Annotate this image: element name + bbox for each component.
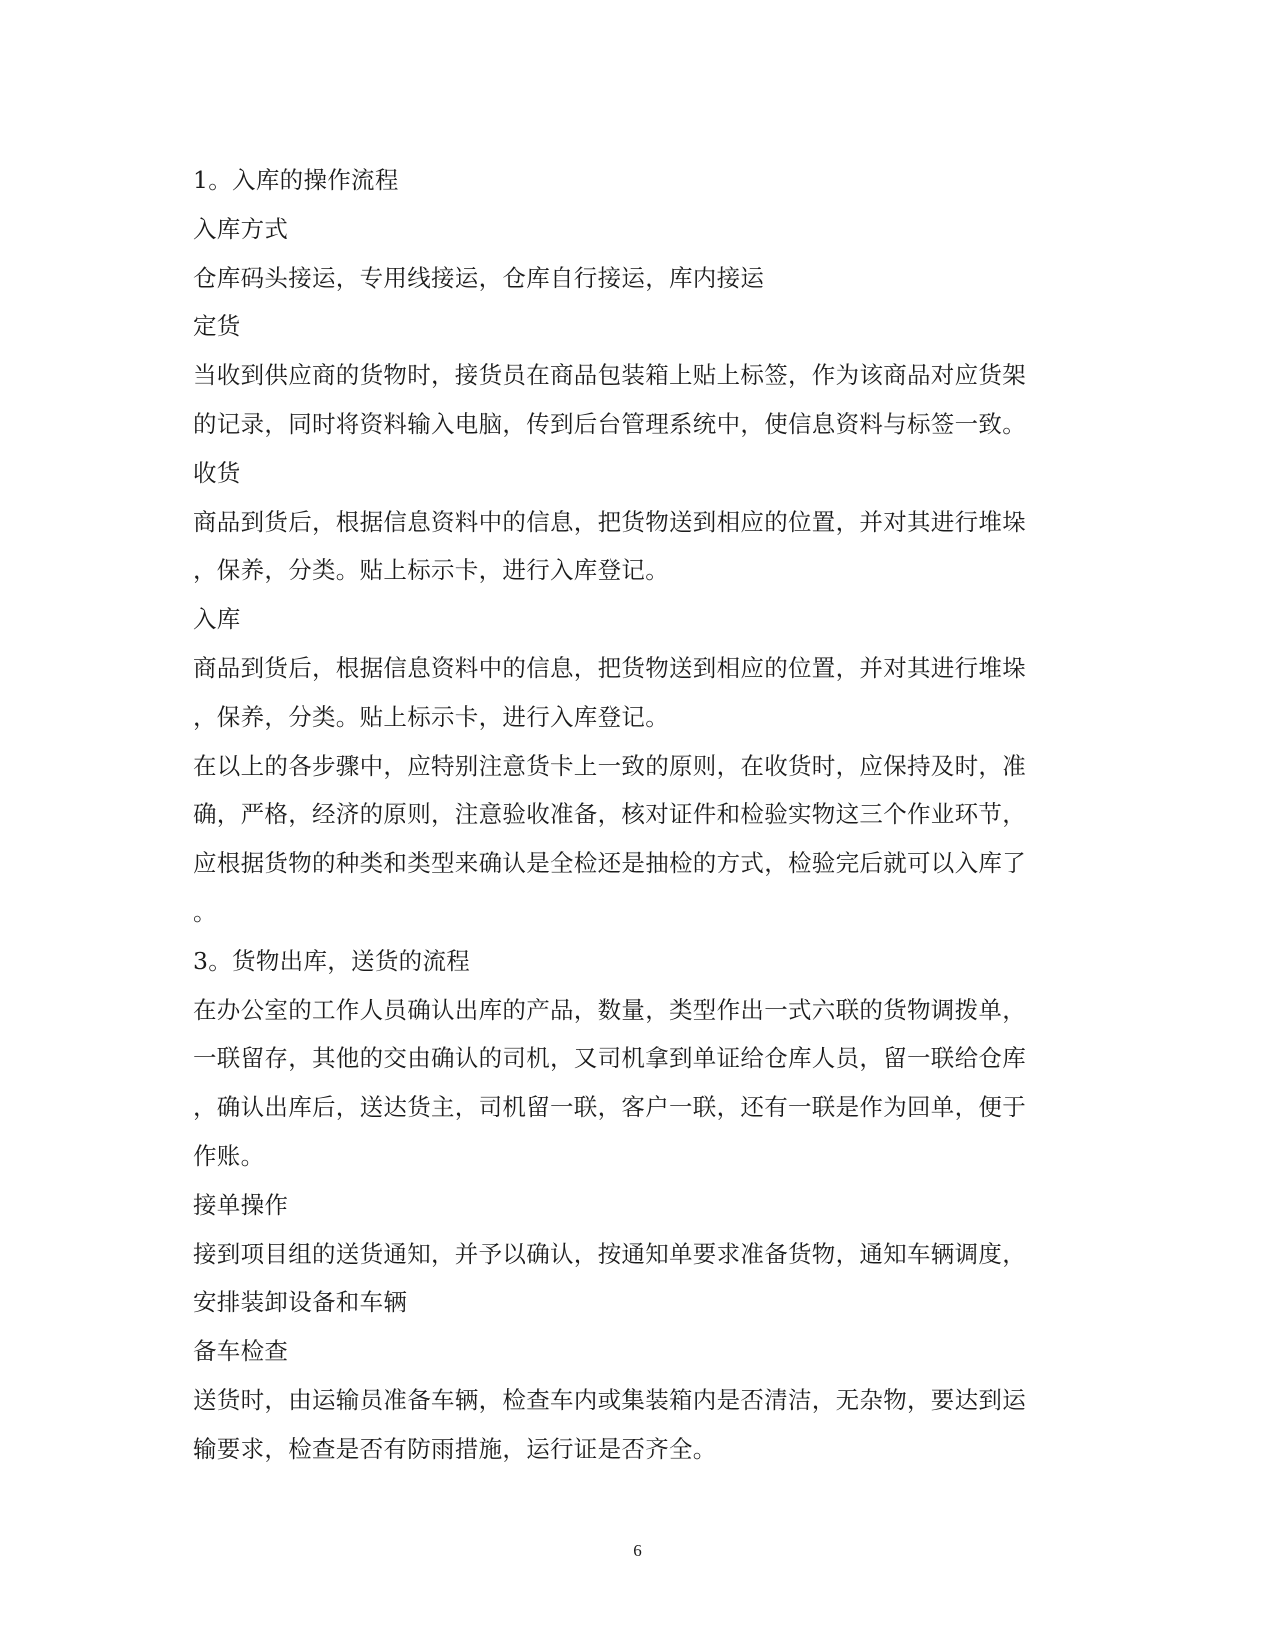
subheading-receiving: 收货	[193, 458, 241, 487]
text-line: 送货时，由运输员准备车辆，检查车内或集装箱内是否清洁，无杂物，要达到运	[193, 1385, 1026, 1414]
document-body	[193, 156, 1073, 1474]
subheading-order-handling: 接单操作	[193, 1190, 289, 1219]
text-line: 的记录，同时将资料输入电脑，传到后台管理系统中，使信息资料与标签一致。	[193, 409, 1026, 438]
text-line: 应根据货物的种类和类型来确认是全检还是抽检的方式，检验完后就可以入库了	[193, 849, 1026, 878]
subheading-warehousing: 入库	[193, 605, 241, 634]
text-line: 在办公室的工作人员确认出库的产品，数量，类型作出一式六联的货物调拨单，	[193, 995, 1026, 1024]
text-line: 作账。	[193, 1141, 265, 1170]
text-line: 输要求，检查是否有防雨措施，运行证是否齐全。	[193, 1434, 717, 1463]
heading-outbound-process: 3。货物出库，送货的流程	[193, 946, 471, 975]
text-line: ，保养，分类。贴上标示卡，进行入库登记。	[193, 556, 669, 585]
subheading-inbound-methods: 入库方式	[193, 214, 289, 243]
text-line: 确，严格，经济的原则，注意验收准备，核对证件和检验实物这三个作业环节，	[193, 800, 1026, 829]
page-number: 6	[633, 1541, 642, 1560]
text-line: 商品到货后，根据信息资料中的信息，把货物送到相应的位置，并对其进行堆垛	[193, 653, 1026, 682]
text-line: ，保养，分类。贴上标示卡，进行入库登记。	[193, 702, 669, 731]
heading-inbound-process: 1。入库的操作流程	[193, 166, 399, 194]
text-line: 仓库码头接运，专用线接运，仓库自行接运，库内接运	[193, 263, 765, 292]
text-line: 安排装卸设备和车辆	[193, 1288, 408, 1317]
text-line: 一联留存，其他的交由确认的司机，又司机拿到单证给仓库人员，留一联给仓库	[193, 1044, 1026, 1073]
text-line: 商品到货后，根据信息资料中的信息，把货物送到相应的位置，并对其进行堆垛	[193, 507, 1026, 536]
text-line: 。	[193, 897, 217, 926]
text-line: 当收到供应商的货物时，接货员在商品包装箱上贴上标签，作为该商品对应货架	[193, 361, 1026, 390]
text-line: 在以上的各步骤中，应特别注意货卡上一致的原则，在收货时，应保持及时，准	[193, 751, 1026, 780]
text-line: ，确认出库后，送达货主，司机留一联，客户一联，还有一联是作为回单，便于	[193, 1093, 1026, 1122]
subheading-vehicle-check: 备车检查	[193, 1337, 289, 1366]
text-line: 接到项目组的送货通知，并予以确认，按通知单要求准备货物，通知车辆调度，	[193, 1239, 1026, 1268]
subheading-ordering: 定货	[193, 312, 241, 341]
